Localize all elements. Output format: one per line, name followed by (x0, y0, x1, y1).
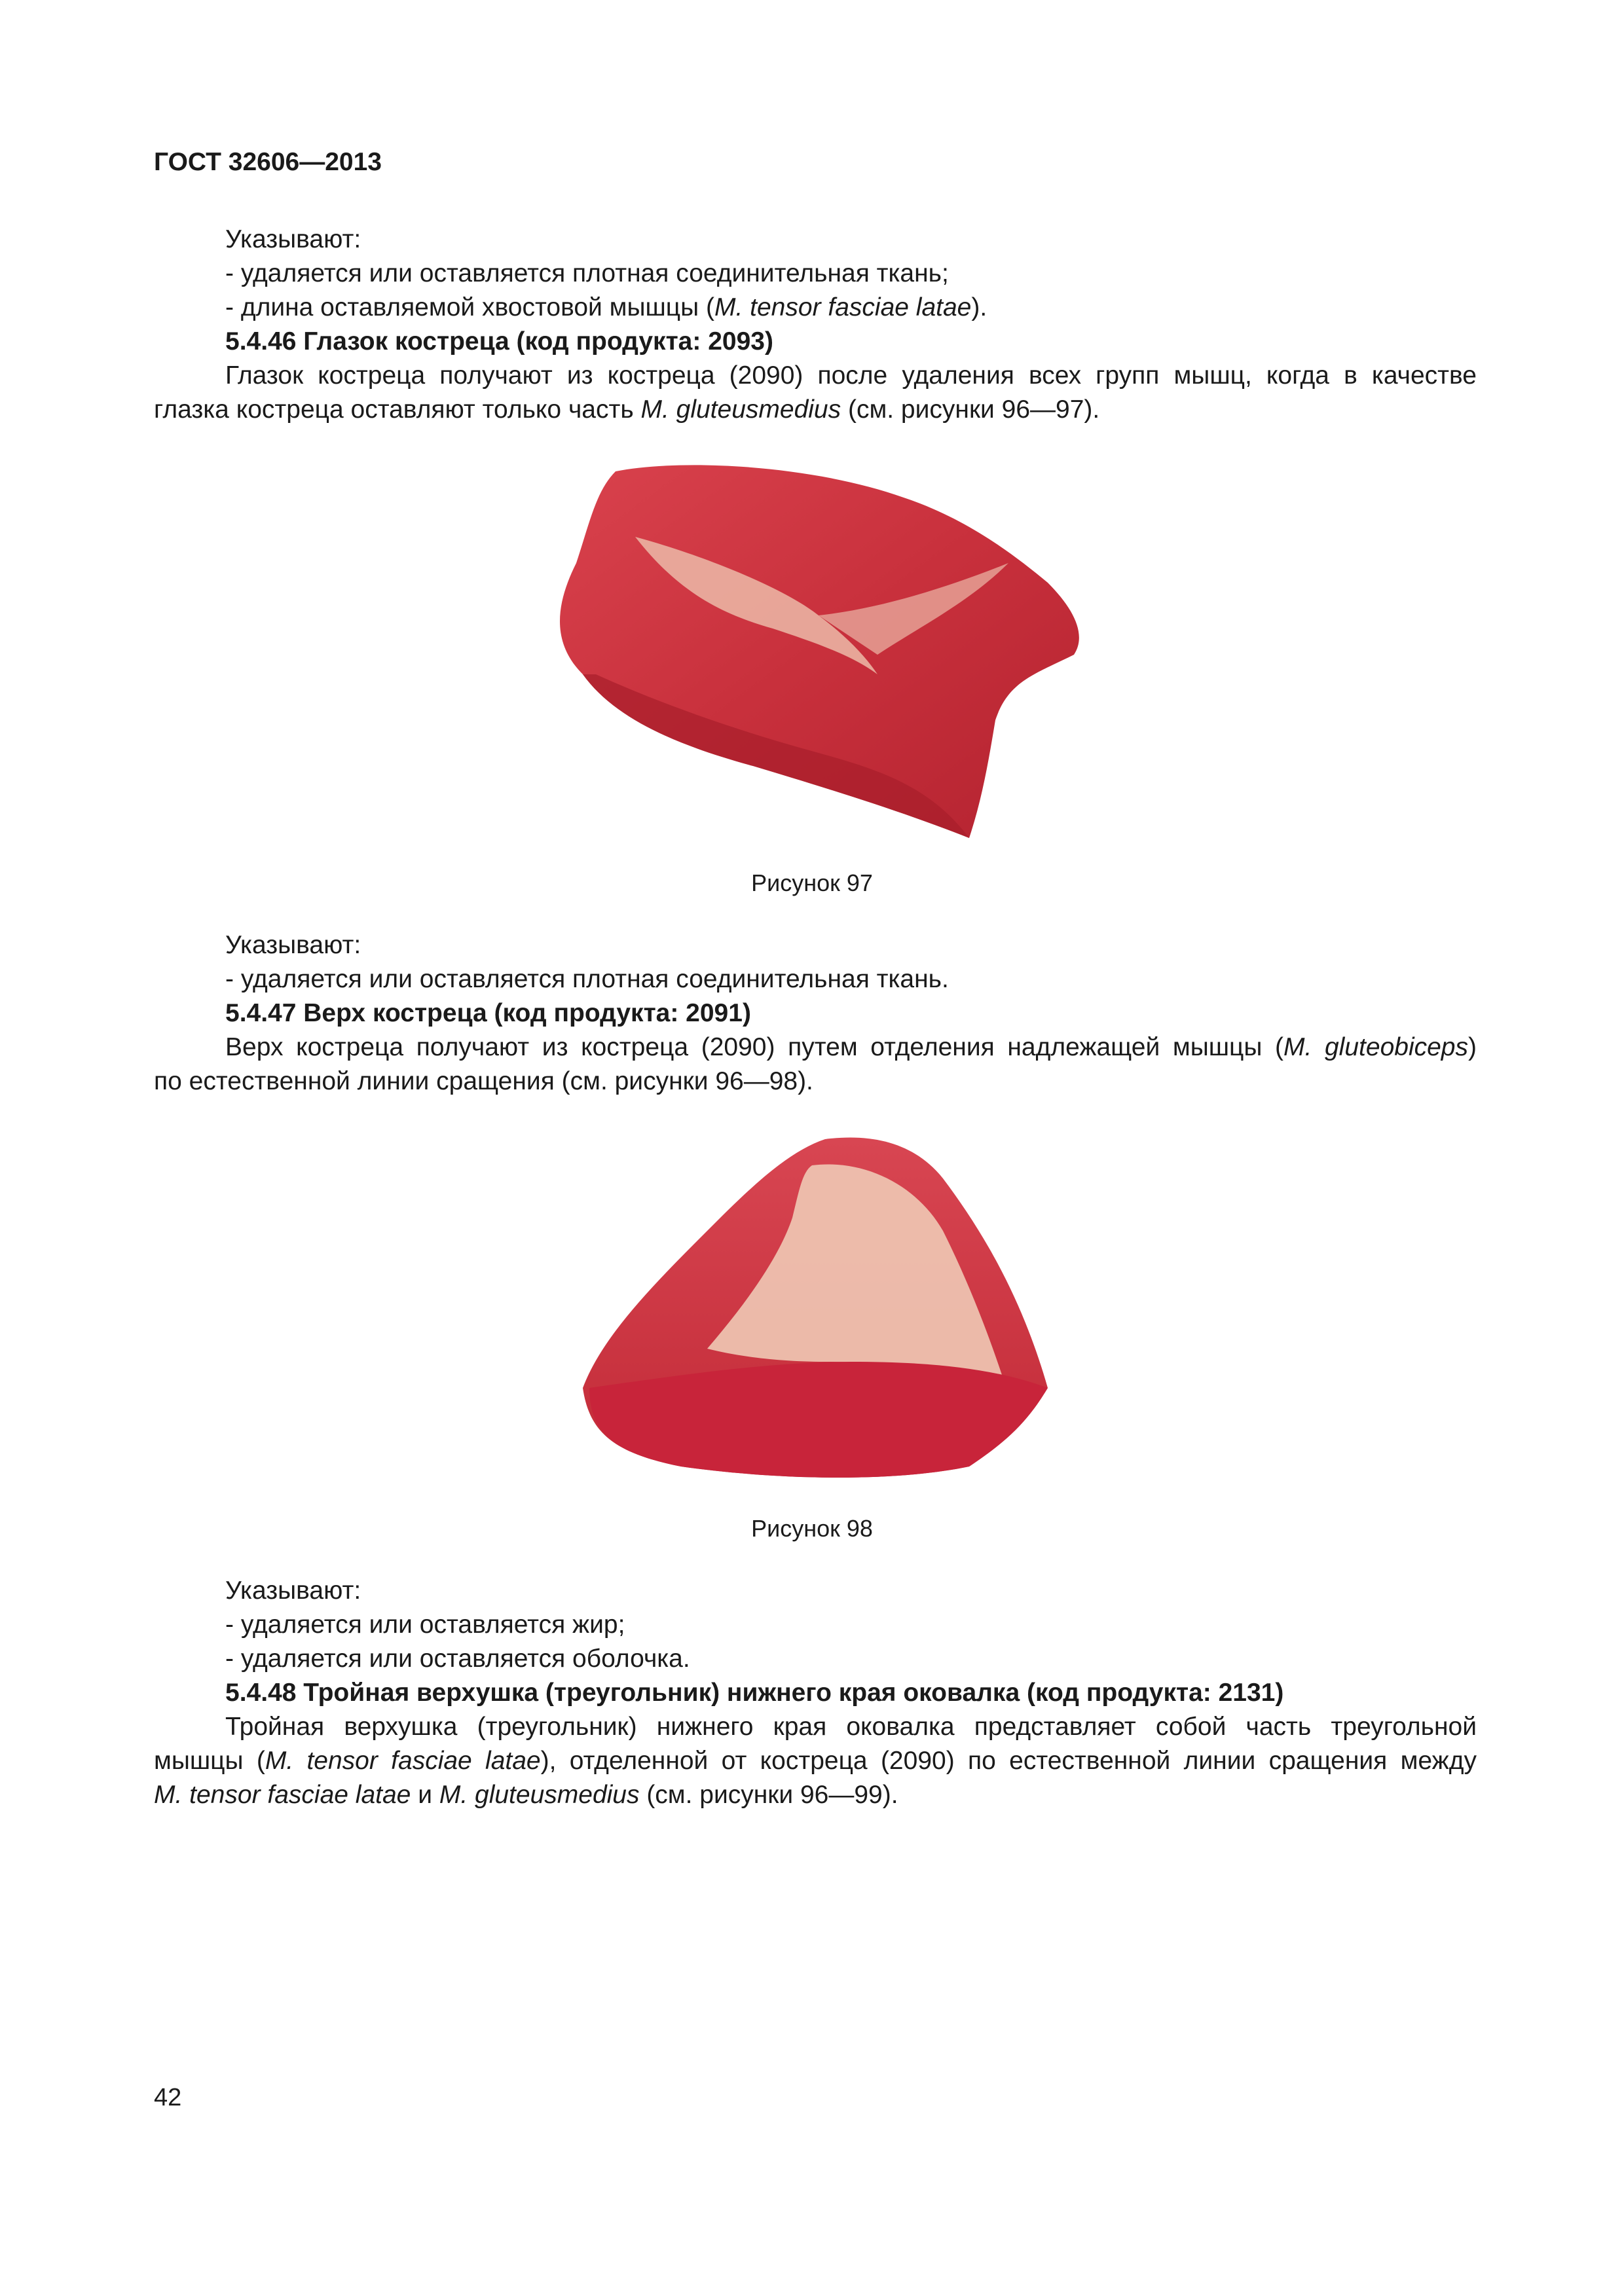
specify-label: Указывают: (225, 931, 361, 959)
document-header: ГОСТ 32606—2013 (154, 148, 382, 176)
list-item: - удаляется или оставляется жир; (225, 1611, 625, 1639)
figure-97-image (537, 458, 1100, 851)
paragraph-line: M. tensor fasciae latae и M. gluteusmedius (см. рисунки 96—99). (154, 1781, 898, 1809)
paragraph-line: Тройная верхушка (треугольник) нижнего края оковалка представляет собой часть треугольной (225, 1713, 1477, 1741)
paragraph-line: Верх костреца получают из костреца (2090) путем отделения надлежащей мышцы (M. gluteobiceps) (225, 1033, 1477, 1061)
paragraph-line: Глазок костреца получают из костреца (2090) после удаления всех групп мышц, когда в качестве (225, 361, 1477, 390)
page-number: 42 (154, 2084, 182, 2111)
figure-caption: Рисунок 98 (751, 1515, 873, 1542)
list-item: - удаляется или оставляется плотная соединительная ткань; (225, 259, 949, 287)
list-item: - длина оставляемой хвостовой мышцы (M. tensor fasciae latae). (225, 293, 987, 321)
section-heading: 5.4.47 Верх костреца (код продукта: 2091) (225, 999, 751, 1027)
list-item: - удаляется или оставляется плотная соединительная ткань. (225, 965, 949, 993)
paragraph-line: глазка костреца оставляют только часть M. gluteusmedius (см. рисунки 96—97). (154, 395, 1100, 424)
section-heading: 5.4.46 Глазок костреца (код продукта: 2093) (225, 327, 773, 355)
paragraph-line: по естественной линии сращения (см. рисунки 96—98). (154, 1067, 813, 1095)
specify-label: Указывают: (225, 1576, 361, 1605)
list-item: - удаляется или оставляется оболочка. (225, 1645, 690, 1673)
figure-98-image (576, 1126, 1061, 1493)
section-heading: 5.4.48 Тройная верхушка (треугольник) нижнего края оковалка (код продукта: 2131) (225, 1679, 1284, 1707)
figure-caption: Рисунок 97 (751, 869, 873, 896)
paragraph-line: мышцы (M. tensor fasciae latae), отделенной от костреца (2090) по естественной линии сращения между (154, 1747, 1477, 1775)
specify-label: Указывают: (225, 225, 361, 253)
